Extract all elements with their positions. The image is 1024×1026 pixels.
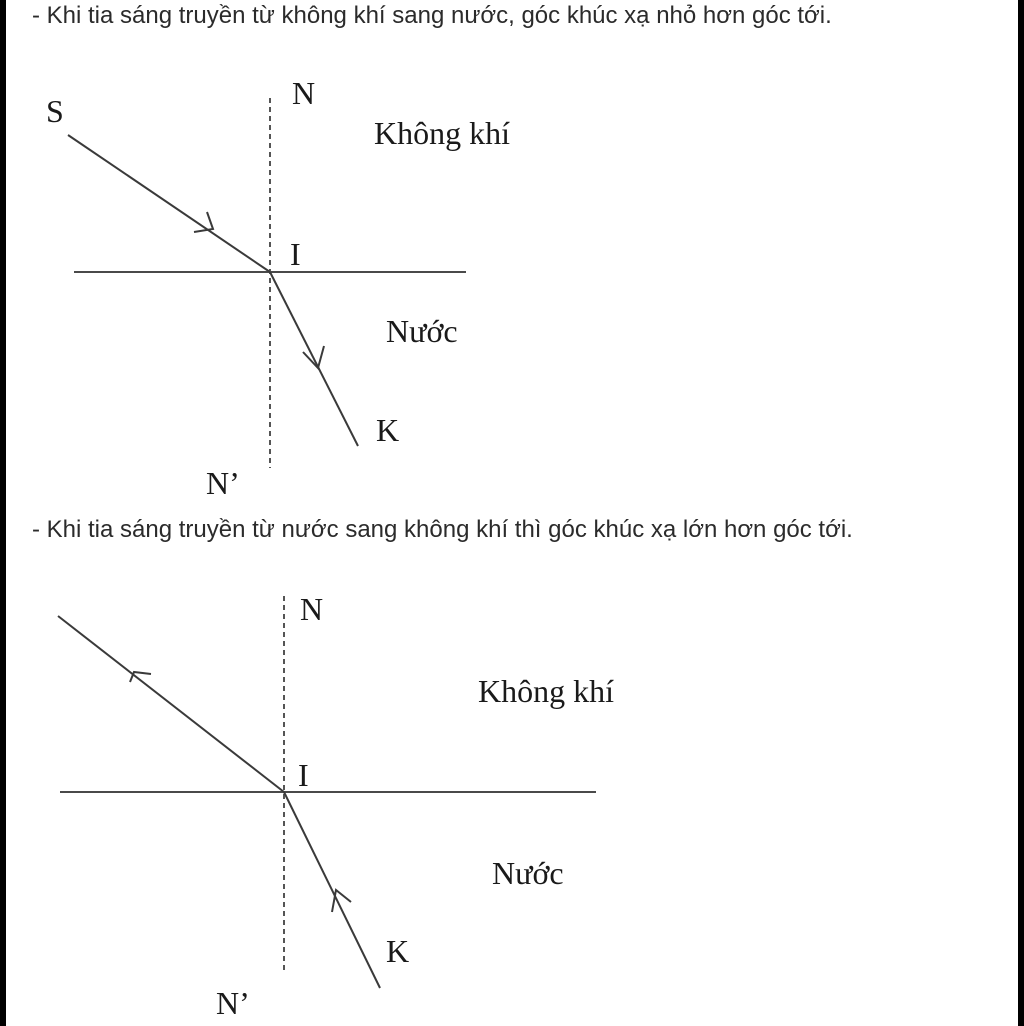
label-normal-top: N <box>292 75 316 111</box>
incident-ray <box>284 792 380 988</box>
incident-ray <box>68 135 270 272</box>
label-medium-air: Không khí <box>478 673 614 709</box>
caption-air-to-water: - Khi tia sáng truyền từ không khí sang nước, góc khúc xạ nhỏ hơn góc tới. <box>32 2 832 29</box>
label-medium-air: Không khí <box>374 115 510 151</box>
refracted-ray <box>270 272 358 446</box>
refracted-ray <box>58 616 284 792</box>
label-medium-water: Nước <box>386 313 458 349</box>
label-end-point: K <box>386 933 410 969</box>
refraction-diagram-air-to-water <box>6 0 1018 510</box>
label-incidence-point: I <box>298 757 309 793</box>
label-source: S <box>46 93 64 129</box>
label-medium-water: Nước <box>492 855 564 891</box>
label-normal-bottom: N’ <box>206 465 240 501</box>
label-incidence-point: I <box>290 236 301 272</box>
label-end-point: K <box>376 412 400 448</box>
label-normal-top: N <box>300 591 324 627</box>
refraction-diagram-water-to-air <box>6 560 1018 1026</box>
label-normal-bottom: N’ <box>216 985 250 1021</box>
caption-water-to-air: - Khi tia sáng truyền từ nước sang không khí thì góc khúc xạ lớn hơn góc tới. <box>32 516 853 543</box>
page-canvas <box>6 0 1018 1026</box>
